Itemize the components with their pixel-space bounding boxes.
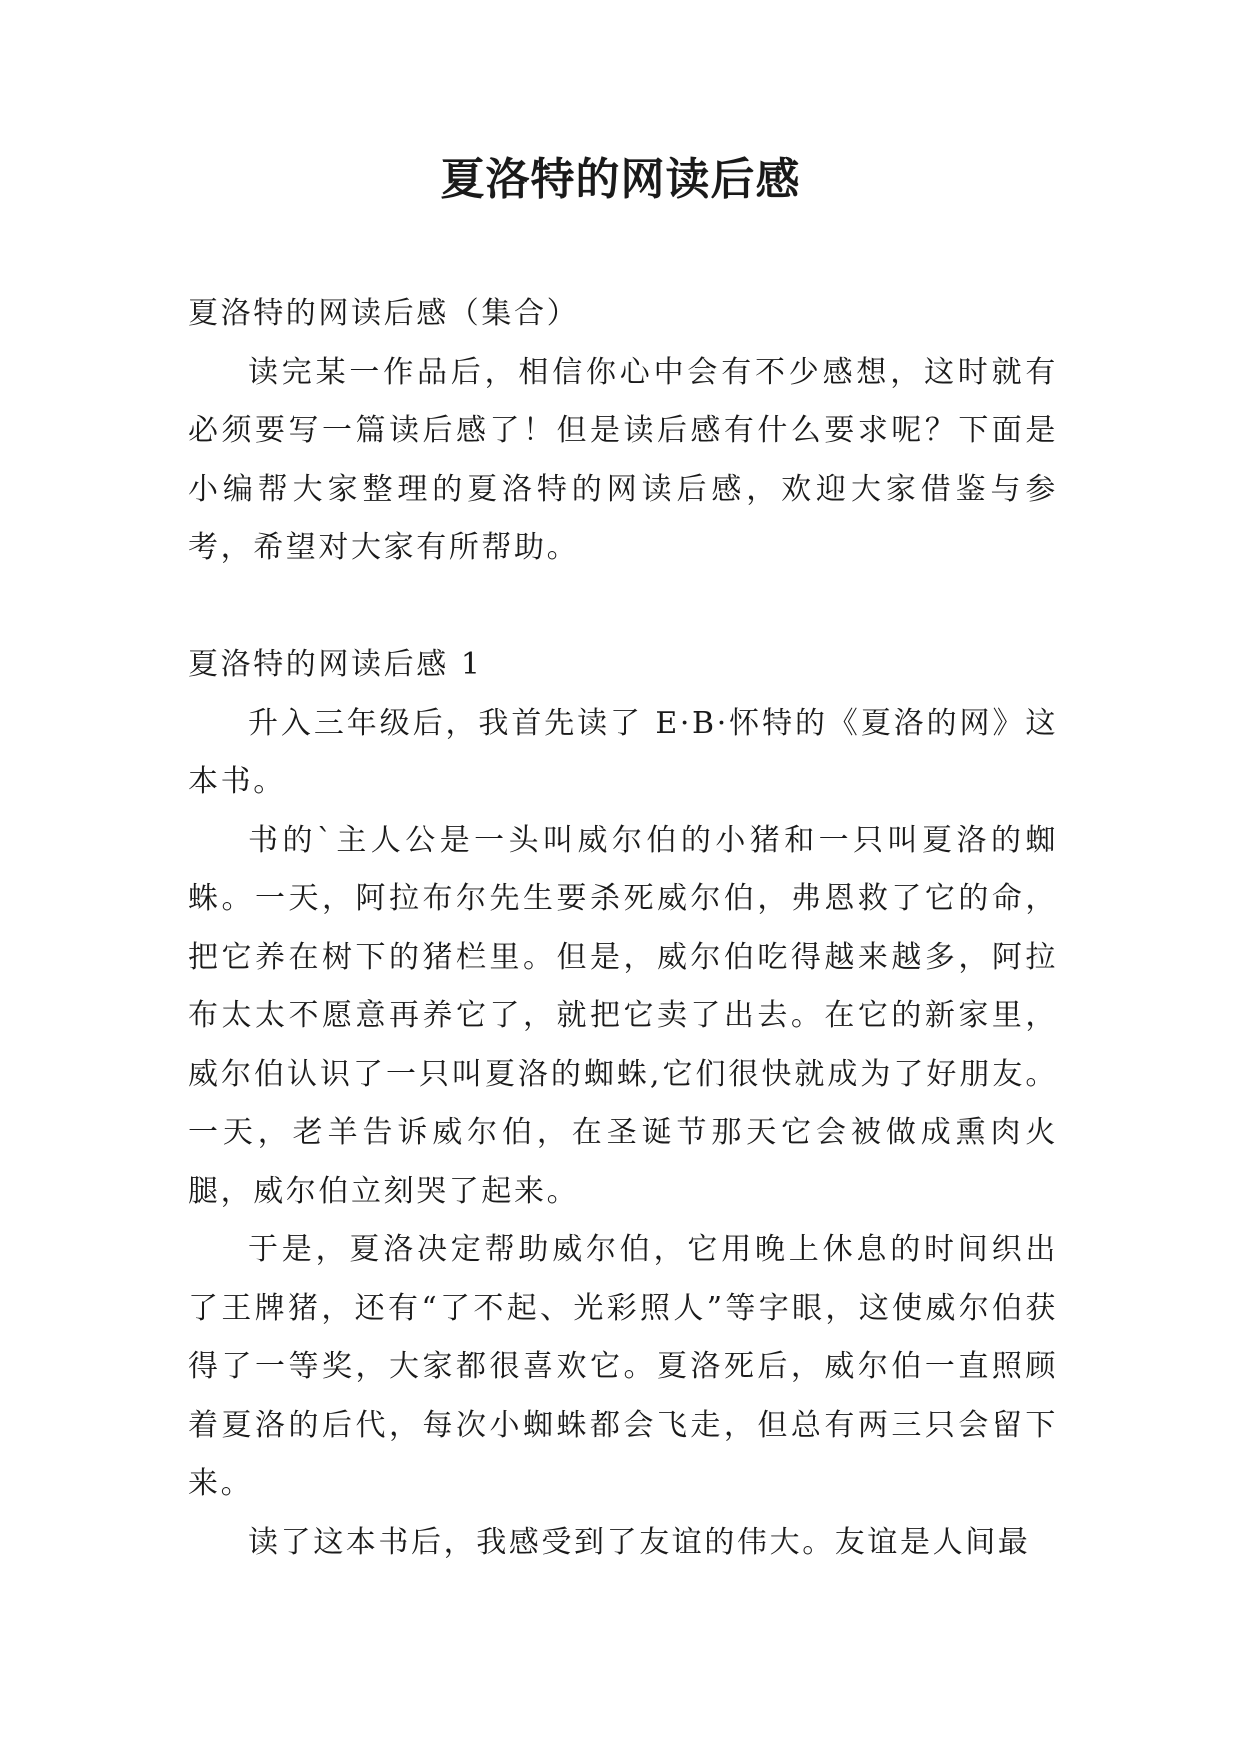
- document-body: [188, 285, 1058, 1572]
- section-spacer: [188, 578, 1058, 637]
- document-title: 夏洛特的网读后感: [440, 154, 801, 205]
- intro-paragraph: 读完某一作品后，相信你心中会有不少感想，这时就有必须要写一篇读后感了！但是读后感有什么要求呢？下面是小编帮大家整理的夏洛特的网读后感，欢迎大家借鉴与参考，希望对大家有所帮助。: [188, 354, 1058, 565]
- collection-heading: 夏洛特的网读后感（集合）: [188, 296, 580, 331]
- body-paragraph: 书的`主人公是一头叫威尔伯的小猪和一只叫夏洛的蜘蛛。一天，阿拉布尔先生要杀死威尔伯，弗恩救了它的命，把它养在树下的猪栏里。但是，威尔伯吃得越来越多，阿拉布太太不愿意再养它了，就把它卖了出去。在它的新家里，威尔伯认识了一只叫夏洛的蜘蛛,它们很快就成为了好朋友。一天，老羊告诉威尔伯，在圣诞节那天它会被做成熏肉火腿，威尔伯立刻哭了起来。: [188, 822, 1058, 1209]
- body-paragraph: 于是，夏洛决定帮助威尔伯，它用晚上休息的时间织出了王牌猪，还有“了不起、光彩照人”等字眼，这使威尔伯获得了一等奖，大家都很喜欢它。夏洛死后，威尔伯一直照顾着夏洛的后代，每次小蜘蛛都会飞走，但总有两三只会留下来。: [188, 1232, 1058, 1501]
- section-heading: 夏洛特的网读后感 1: [188, 647, 483, 682]
- body-paragraph: 读了这本书后，我感受到了友谊的伟大。友谊是人间最: [248, 1524, 1031, 1560]
- body-paragraph: 升入三年级后，我首先读了 E·B·怀特的《夏洛的网》这本书。: [188, 705, 1058, 799]
